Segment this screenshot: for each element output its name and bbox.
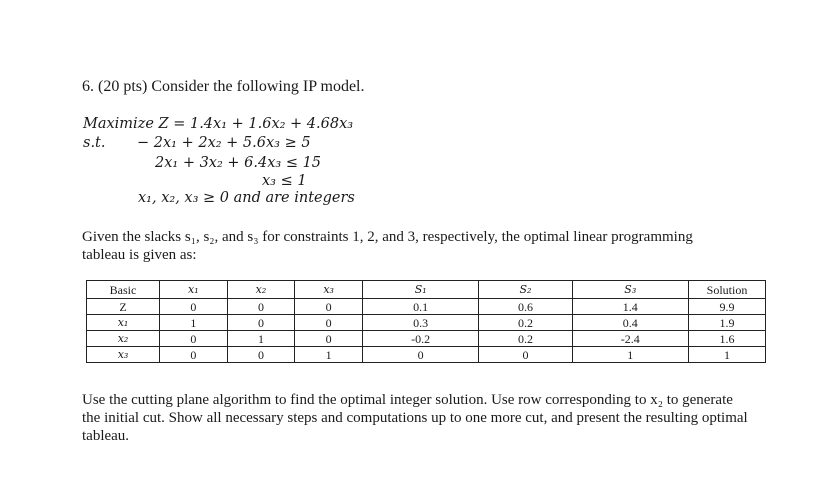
header-x1: x₁ <box>160 281 228 299</box>
cell: 9.9 <box>689 299 766 315</box>
cell: 1 <box>227 331 295 347</box>
lp-tableau <box>86 280 766 363</box>
nonnegativity-constraint: x₁, x₂, x₃ ≥ 0 and are integers <box>138 190 355 206</box>
cell: 0 <box>362 347 478 363</box>
question-number: 6. <box>82 78 94 95</box>
tableau-row-x1 <box>87 315 766 331</box>
subject-to-label: s.t. <box>83 135 106 151</box>
header-s2: S₂ <box>479 281 572 299</box>
objective-function: Maximize Z = 1.4x₁ + 1.6x₂ + 4.68x₃ <box>83 116 354 132</box>
header-x3: x₃ <box>295 281 363 299</box>
cell: 0.6 <box>479 299 572 315</box>
constraint-1: − 2x₁ + 2x₂ + 5.6x₃ ≥ 5 <box>137 135 311 151</box>
question-heading-text: Consider the following IP model. <box>151 78 365 95</box>
cell: 0.2 <box>479 315 572 331</box>
constraint-2: 2x₁ + 3x₂ + 6.4x₃ ≤ 15 <box>155 155 322 171</box>
tableau-row-x2 <box>87 331 766 347</box>
cell: x₂ <box>87 331 160 347</box>
header-s3: S₃ <box>572 281 688 299</box>
question-points: (20 pts) <box>98 78 148 95</box>
cell: 0.1 <box>362 299 478 315</box>
cell: -0.2 <box>362 331 478 347</box>
cell: 0.4 <box>572 315 688 331</box>
cell: 0.2 <box>479 331 572 347</box>
header-solution: Solution <box>689 281 766 299</box>
cell: 0 <box>295 331 363 347</box>
tableau-header-row <box>87 281 766 299</box>
cell: 1.4 <box>572 299 688 315</box>
cell: 0 <box>160 299 228 315</box>
cell: 1.6 <box>689 331 766 347</box>
cell: x₁ <box>87 315 160 331</box>
cell: 0 <box>227 315 295 331</box>
header-basic: Basic <box>87 281 160 299</box>
cell: 1 <box>295 347 363 363</box>
cell: 0 <box>160 331 228 347</box>
intro-line-1: Given the slacks s₁, s₂, and s₃ for constraints 1, 2, and 3, respectively, the optimal linear programming <box>82 229 693 245</box>
instruction-line-1: Use the cutting plane algorithm to find the optimal integer solution. Use row corresponding to x₂ to generate <box>82 392 733 408</box>
header-s1: S₁ <box>362 281 478 299</box>
cell: 1 <box>572 347 688 363</box>
tableau-row-z <box>87 299 766 315</box>
instruction-line-2: the initial cut. Show all necessary steps and computations up to one more cut, and present the resulting optimal <box>82 410 748 426</box>
cell: 1 <box>689 347 766 363</box>
cell: 0 <box>227 347 295 363</box>
cell: 0 <box>295 315 363 331</box>
question-heading <box>82 78 365 96</box>
cell: 0.3 <box>362 315 478 331</box>
cell: 0 <box>295 299 363 315</box>
intro-line-2: tableau is given as: <box>82 247 197 263</box>
instruction-line-3: tableau. <box>82 428 130 444</box>
cell: 1.9 <box>689 315 766 331</box>
header-x2: x₂ <box>227 281 295 299</box>
cell: -2.4 <box>572 331 688 347</box>
cell: 0 <box>227 299 295 315</box>
cell: Z <box>87 299 160 315</box>
cell: 0 <box>479 347 572 363</box>
cell: 0 <box>160 347 228 363</box>
tableau-row-x3 <box>87 347 766 363</box>
cell: 1 <box>160 315 228 331</box>
constraint-3: x₃ ≤ 1 <box>262 173 307 189</box>
cell: x₃ <box>87 347 160 363</box>
